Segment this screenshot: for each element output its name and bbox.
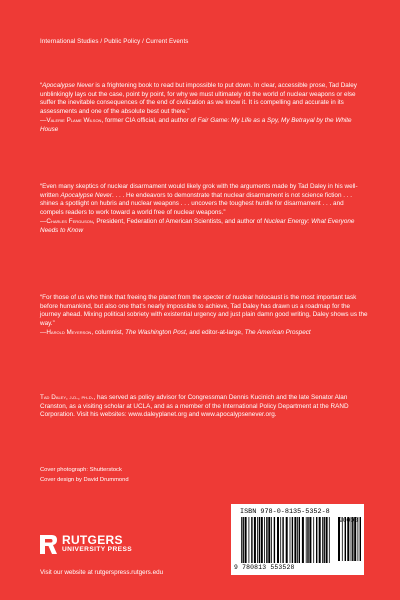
blurb-quote: “Even many skeptics of nuclear disarmament would likely grok with the arguments made by Tad Daley in his well-written Apocalypse Never. . . . He endeavors to demonstrate that nuclear disarmament is not science fiction . . . shines a spotlight on hubris and nuclear weapons . . . uncovers the toughest hurdle for disarmament . . . and compels readers to work toward a world free of nuclear weapons.” bbox=[40, 183, 358, 217]
blurb-quote: “For those of us who think that freeing the planet from the specter of nuclear holocaust is the most important task before humankind, but also one that’s nearly impossible to achieve, Tad Daley has drawn us a roadmap for the journey ahead. Mixing political sobriety with existential urgency and just plain damn good writing, Daley shows us the way.” bbox=[40, 294, 368, 328]
publisher-website: Visit our website at rutgerspress.rutgers.edu bbox=[40, 569, 164, 576]
blurb-attribution: —Charles Ferguson, President, Federation of American Scientists, and author of Nuclear Energy: What Everyone Needs to Know bbox=[40, 217, 355, 234]
book-title: Apocalypse Never bbox=[42, 82, 94, 89]
design-credit: Cover design by David Drummond bbox=[40, 476, 129, 483]
blurb-attribution: —Harold Meyerson, columnist, The Washington Post, and editor-at-large, The American Prospect bbox=[40, 328, 311, 336]
blurb-attribution: —Valerie Plame Wilson, former CIA official, and author of Fair Game: My Life as a Spy, My Betrayal by the White House bbox=[40, 116, 352, 133]
blurb-plame-wilson bbox=[40, 82, 368, 134]
publisher-name: RUTGERS bbox=[62, 532, 123, 547]
book-title: Apocalypse Never bbox=[60, 191, 112, 199]
isbn-barcode bbox=[231, 504, 364, 575]
blurb-ferguson bbox=[40, 183, 368, 235]
cover-credits bbox=[40, 466, 129, 485]
author-name: Tad Daley, j.d., ph.d. bbox=[40, 394, 94, 401]
rutgers-r-icon bbox=[40, 535, 57, 554]
isbn-number: ISBN 978-0-8135-5352-8 bbox=[240, 508, 330, 516]
price-code: 90000 bbox=[339, 517, 359, 524]
blurb-quote: “Apocalypse Never is a frightening book to read but impossible to put down. In clear, accessible prose, Tad Daley unblinkingly lays out the case, point by point, for why we must ultimately rid the world of nuclear weapons or else suffer the inevitable consequences of the end of civilization as we know it. It is compelling and accurate in its assessments and one of the absolute best out there.” bbox=[40, 82, 357, 116]
ean-digits: 9 780813 553528 bbox=[234, 564, 295, 571]
photo-credit: Cover photograph: Shutterstock bbox=[40, 467, 122, 473]
publisher-subname: UNIVERSITY PRESS bbox=[62, 545, 133, 553]
barcode-bars bbox=[237, 517, 361, 565]
publisher-logo bbox=[40, 532, 133, 554]
blurb-meyerson bbox=[40, 294, 368, 338]
subject-categories: International Studies / Public Policy / Current Events bbox=[40, 38, 189, 45]
author-bio: Tad Daley, j.d., ph.d., has served as policy advisor for Congressman Dennis Kucinich and the late Senator Alan Cranston, as a visiting scholar at UCLA, and as a member of the International Policy Department at the RAND Corporation. Visit his websites: www.daleyplanet.org and www.apocalypsenever.org. bbox=[40, 394, 349, 419]
